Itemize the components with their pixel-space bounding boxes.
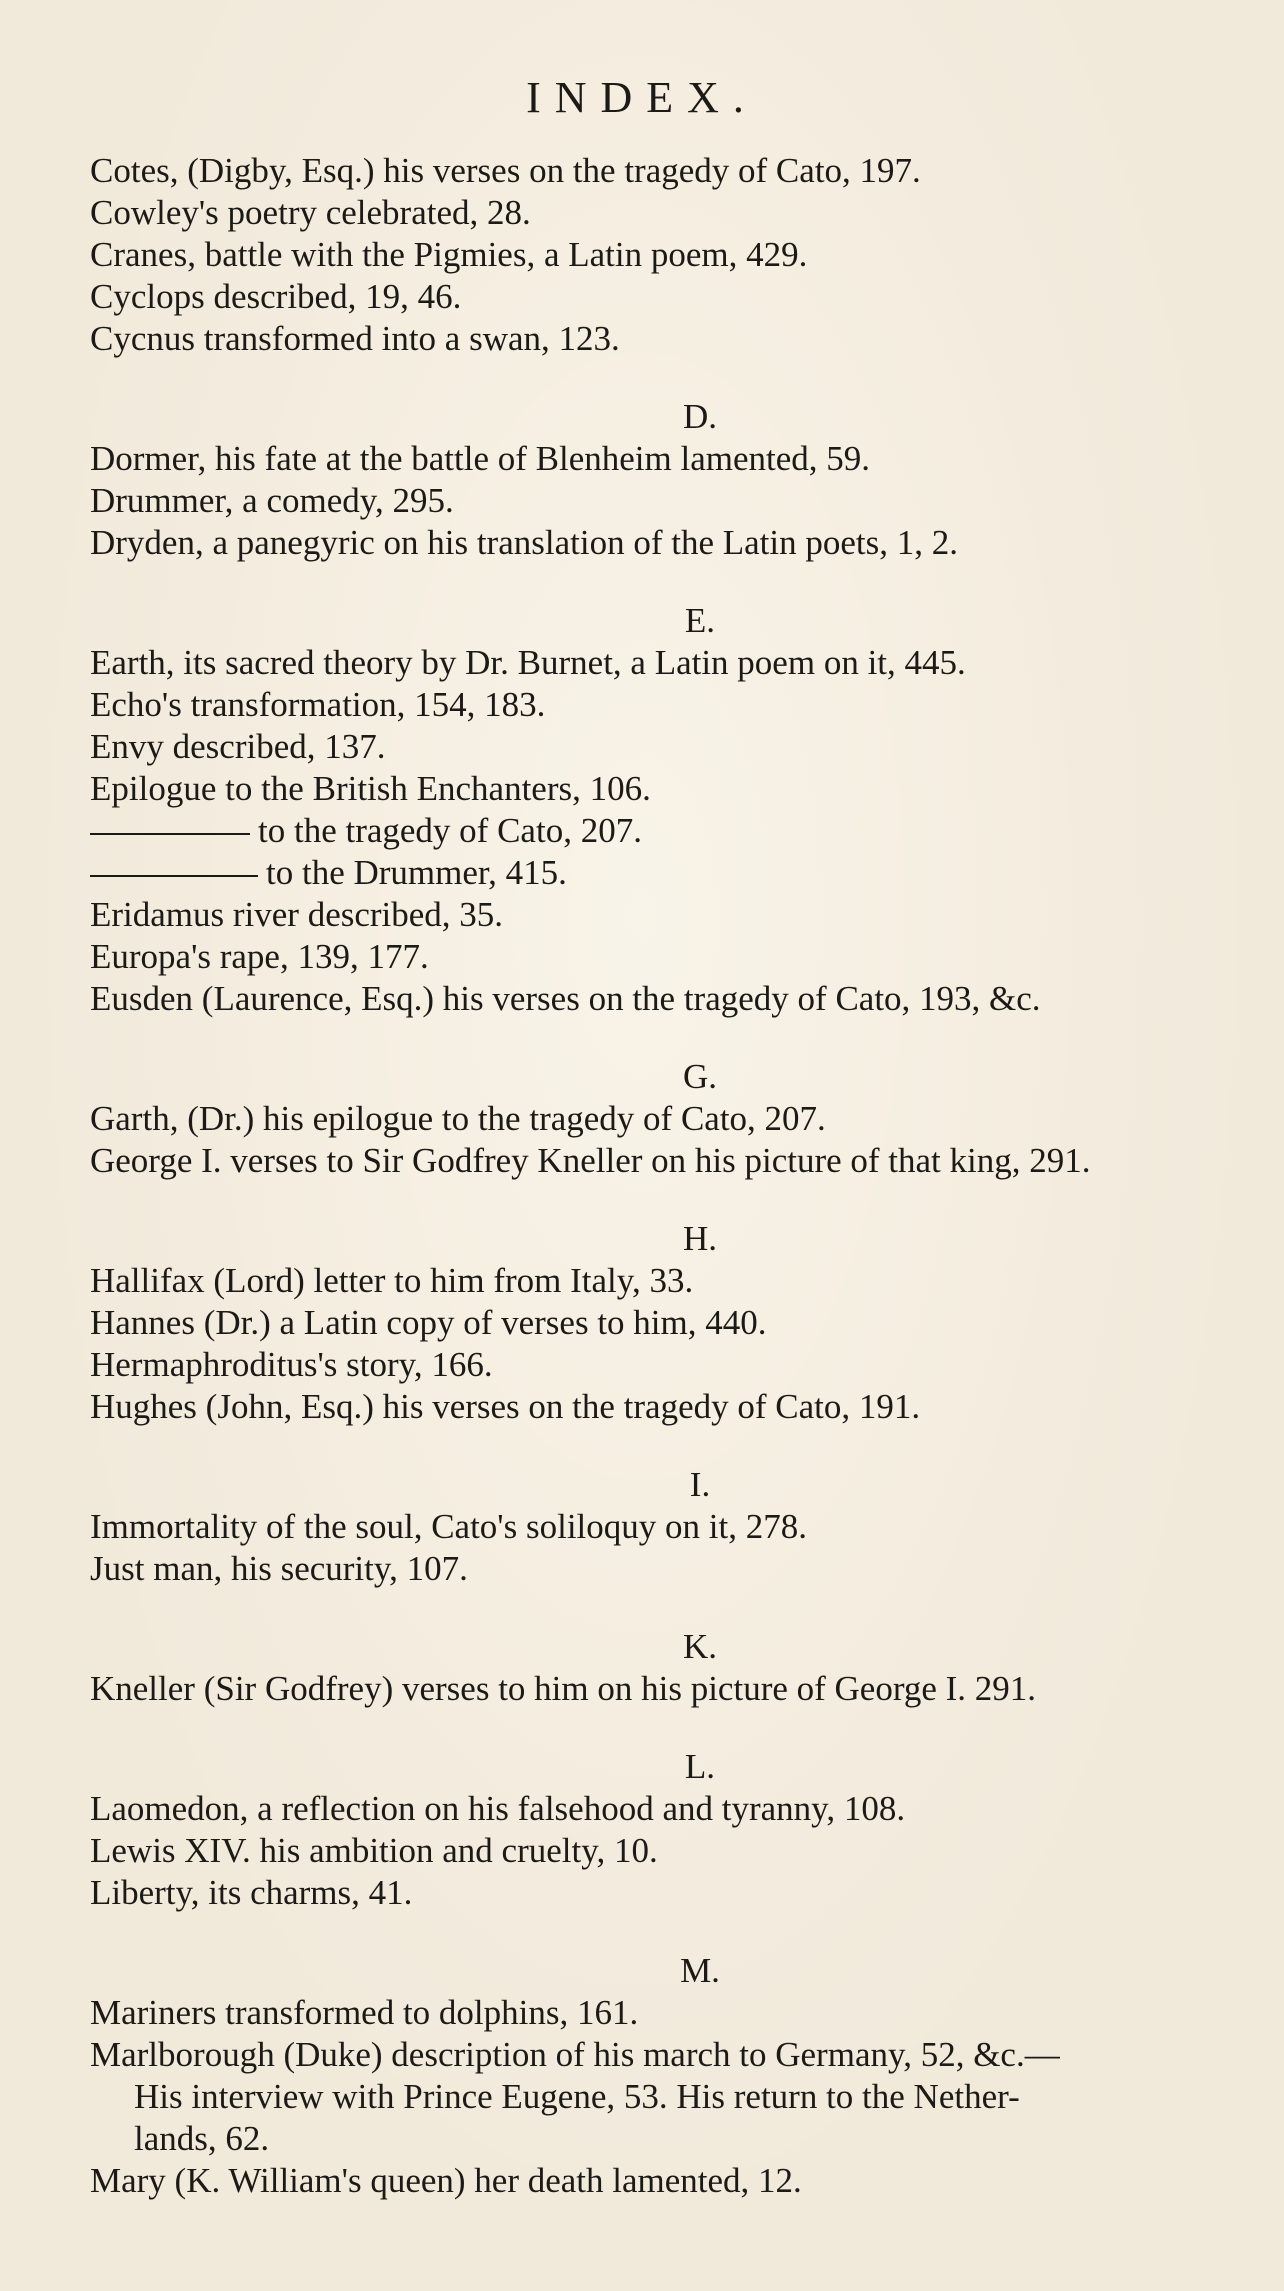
index-entry: Cranes, battle with the Pigmies, a Latin poem, 429. [90, 235, 808, 274]
index-entry: Laomedon, a reflection on his falsehood and tyranny, 108. [90, 1789, 906, 1828]
index-entry: Garth, (Dr.) his epilogue to the tragedy of Cato, 207. [90, 1099, 826, 1138]
index-entry: George I. verses to Sir Godfrey Kneller on his picture of that king, 291. [90, 1141, 1091, 1180]
ditto-dash [90, 833, 250, 835]
section-letter-e: E. [684, 601, 716, 640]
index-entry: Just man, his security, 107. [90, 1549, 468, 1588]
section-letter-m: M. [680, 1951, 720, 1990]
index-entry: Liberty, its charms, 41. [90, 1873, 413, 1912]
index-entry: Marlborough (Duke) description of his march to Germany, 52, &c.— [90, 2035, 1060, 2074]
ditto-dash [90, 875, 258, 877]
index-entry: Echo's transformation, 154, 183. [90, 685, 546, 724]
index-entry: Europa's rape, 139, 177. [90, 937, 429, 976]
page-title: INDEX. [526, 73, 758, 122]
index-entry: Drummer, a comedy, 295. [90, 481, 454, 520]
index-entries [90, 150, 1230, 2202]
index-entry: Hughes (John, Esq.) his verses on the tragedy of Cato, 191. [90, 1387, 921, 1426]
index-entry-continued [90, 810, 1230, 852]
index-entry: Cotes, (Digby, Esq.) his verses on the tragedy of Cato, 197. [90, 151, 921, 190]
index-entry-text: to the tragedy of Cato, 207. [258, 811, 642, 850]
index-entry: Cycnus transformed into a swan, 123. [90, 319, 620, 358]
index-entry: Mary (K. William's queen) her death lamented, 12. [90, 2161, 802, 2200]
index-entry: Hallifax (Lord) letter to him from Italy, 33. [90, 1261, 694, 1300]
section-letter-k: K. [682, 1627, 718, 1666]
index-entry: Eusden (Laurence, Esq.) his verses on the tragedy of Cato, 193, &c. [90, 979, 1041, 1018]
index-entry-continuation: lands, 62. [134, 2119, 270, 2158]
index-entry: Hannes (Dr.) a Latin copy of verses to him, 440. [90, 1303, 767, 1342]
index-entry: Dryden, a panegyric on his translation of the Latin poets, 1, 2. [90, 523, 958, 562]
index-entry: Epilogue to the British Enchanters, 106. [90, 769, 651, 808]
index-entry: Lewis XIV. his ambition and cruelty, 10. [90, 1831, 658, 1870]
index-entry: Cowley's poetry celebrated, 28. [90, 193, 531, 232]
index-entry: Kneller (Sir Godfrey) verses to him on his picture of George I. 291. [90, 1669, 1037, 1708]
section-letter-h: H. [682, 1219, 718, 1258]
index-entry-text: to the Drummer, 415. [266, 853, 567, 892]
index-entry: Mariners transformed to dolphins, 161. [90, 1993, 639, 2032]
index-entry: Dormer, his fate at the battle of Blenheim lamented, 59. [90, 439, 871, 478]
index-entry: Eridamus river described, 35. [90, 895, 504, 934]
index-entry-continued [90, 852, 1230, 894]
index-entry: Cyclops described, 19, 46. [90, 277, 462, 316]
index-entry: Earth, its sacred theory by Dr. Burnet, a Latin poem on it, 445. [90, 643, 966, 682]
section-letter-d: D. [682, 397, 718, 436]
section-letter-g: G. [682, 1057, 718, 1096]
index-entry: Envy described, 137. [90, 727, 386, 766]
index-entry: Hermaphroditus's story, 166. [90, 1345, 493, 1384]
index-entry: Immortality of the soul, Cato's soliloquy on it, 278. [90, 1507, 807, 1546]
section-letter-l: L. [684, 1747, 716, 1786]
index-entry-continuation: His interview with Prince Eugene, 53. His return to the Nether- [134, 2077, 1020, 2116]
section-letter-i: I. [689, 1465, 711, 1504]
